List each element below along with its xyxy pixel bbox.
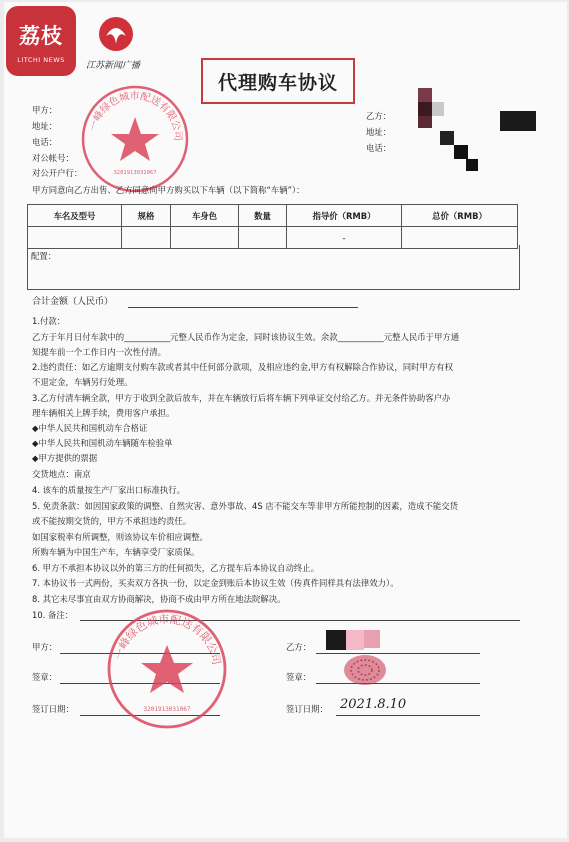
clause-line: ◆甲方提供的票据 <box>32 453 98 463</box>
clause-line: 知提车前一个工作日内一次性付清。 <box>32 347 166 357</box>
party-a-address: 地址： <box>32 121 58 131</box>
seal-ring-text: 一峰绿色城市配送有限公司 <box>111 612 223 666</box>
date-b-label: 签订日期： <box>286 704 328 714</box>
redaction-block <box>500 111 536 131</box>
table-header-cell: 指导价（RMB） <box>287 205 402 227</box>
document-title: 代理购车协议 <box>201 58 355 104</box>
redaction-block <box>364 630 380 648</box>
party-a-bank: 对公开户行： <box>32 168 83 178</box>
seal-b-label: 签章： <box>286 672 312 682</box>
table-header-cell: 总价（RMB） <box>402 205 518 227</box>
company-seal-top <box>80 84 190 194</box>
handwritten-date: 2021.8.10 <box>340 697 407 712</box>
party-b-address: 地址： <box>366 127 392 137</box>
redaction-block <box>454 145 468 159</box>
seal-number: 3201913031067 <box>143 706 191 713</box>
party-b-label: 乙方： <box>366 111 392 121</box>
redaction-block <box>440 131 454 145</box>
config-box <box>27 245 520 290</box>
seal-b-line <box>316 683 480 684</box>
seal-a-label: 签章： <box>32 672 58 682</box>
table-header-cell: 规格 <box>122 205 171 227</box>
jiangsu-news-text: 江苏新闻广播 <box>86 61 141 71</box>
table-header-cell: 车名及型号 <box>28 205 122 227</box>
table-header-cell: 数量 <box>239 205 287 227</box>
clause-line: 乙方于年月日付车款中的___________元整人民币作为定金，同时该协议生效。余款___________元整人民币于甲方通 <box>32 332 460 342</box>
clause-line: 6. 甲方不承担本协议以外的第三方的任何损失，乙方提车后本协议自动终止。 <box>32 563 320 573</box>
redaction-block <box>432 102 444 116</box>
clause-line: 4. 该车的质量按生产厂家出口标准执行。 <box>32 485 186 495</box>
party-a-phone: 电话： <box>32 137 58 147</box>
party-b-phone: 电话： <box>366 143 392 153</box>
total-amount-line <box>128 307 358 308</box>
remarks-label: 10. 备注： <box>32 610 74 620</box>
table-header-cell: 车身色 <box>171 205 239 227</box>
fingerprint-mark-icon <box>342 652 388 688</box>
sign-party-a-label: 甲方： <box>32 642 58 652</box>
clause-line: 1.付款： <box>32 316 66 326</box>
company-seal-bottom <box>106 608 228 730</box>
clause-line: 8. 其它未尽事宜由双方协商解决，协商不成由甲方所在地法院解决。 <box>32 594 286 604</box>
redaction-block <box>466 159 478 171</box>
party-a-label: 甲方： <box>32 105 58 115</box>
date-a-label: 签订日期： <box>32 704 74 714</box>
clause-line: 5. 免责条款：如因国家政策的调整、自然灾害、意外事故、4S 店不能交车等非甲方所能控制的因素，造成不能交货 <box>32 501 458 511</box>
intro-text: 甲方同意向乙方出售、乙方同意向甲方购买以下车辆（以下简称“车辆”）： <box>32 185 305 195</box>
clause-line: 7. 本协议书一式两份，买卖双方各执一份，以定金到账后本协议生效（传真件同样具有法律效力）。 <box>32 578 399 588</box>
party-a-account: 对公帐号： <box>32 153 74 163</box>
clause-line: 理车辆相关上牌手续，费用客户承担。 <box>32 408 175 418</box>
clause-line: ◆中华人民共和国机动车辆随车检验单 <box>32 438 173 448</box>
sign-party-b-label: 乙方： <box>286 642 312 652</box>
jiangsu-news-emblem-icon <box>96 14 136 58</box>
clause-line: 不退定金，车辆另行处理。 <box>32 377 133 387</box>
logo-cn-text: 荔枝 <box>19 23 63 48</box>
vehicle-table <box>27 204 518 249</box>
total-amount-label: 合计金额（人民币） <box>32 297 114 307</box>
clause-line: 如国家税率有所调整，则该协议车价相应调整。 <box>32 532 208 542</box>
clause-line: 所购车辆为中国生产车，车辆享受厂家质保。 <box>32 547 200 557</box>
clause-line: 3.乙方付清车辆全款，甲方于收到全款后放车，并在车辆放行后将车辆下列单证交付给乙方。并无条件协助客户办 <box>32 393 451 403</box>
clause-line: 2.违约责任：如乙方逾期支付购车款或者其中任何部分款项，及相应违约金,甲方有权解除合作协议，同时甲方有权 <box>32 362 454 372</box>
sign-party-b-line <box>316 653 480 654</box>
logo-en-text: LITCHI NEWS <box>17 56 65 64</box>
table-header-row <box>28 205 518 227</box>
redaction-block <box>418 102 432 116</box>
redaction-block <box>326 630 346 650</box>
clause-line: 或不能按期交货的，甲方不承担违约责任。 <box>32 516 192 526</box>
litchi-news-logo <box>6 6 76 76</box>
clause-line: 交货地点：南京 <box>32 469 91 479</box>
redaction-block <box>418 116 432 128</box>
clause-line: ◆中华人民共和国机动车合格证 <box>32 423 148 433</box>
svg-text:3201913031067: 3201913031067 <box>113 170 157 176</box>
redaction-block <box>346 630 364 650</box>
redaction-block <box>418 88 432 102</box>
table-cell: - <box>287 227 402 249</box>
svg-text:一峰绿色城市配送有限公司: 一峰绿色城市配送有限公司 <box>87 90 184 142</box>
config-label: 配置： <box>31 251 57 261</box>
date-b-line <box>336 715 480 716</box>
